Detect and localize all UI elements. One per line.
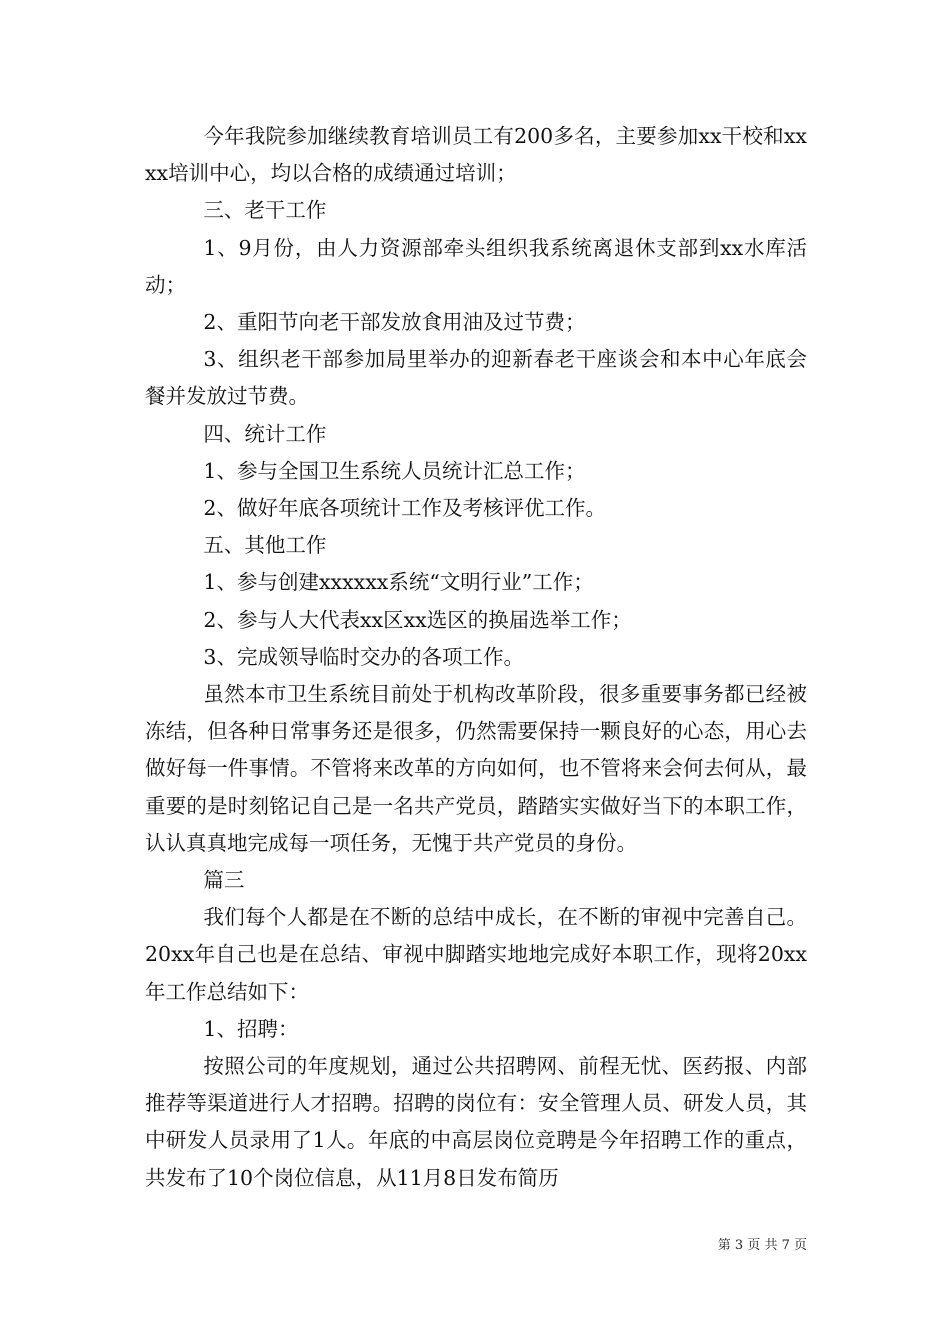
paragraph-other-item-1: 1、参与创建xxxxxx系统“文明行业”工作； bbox=[203, 570, 594, 595]
paragraph-intro-part-three: 我们每个人都是在不断的总结中成长，在不断的审视中完善自己。20xx年自己也是在总结、审视中脚踏实地地完成好本职工作，现将20xx年工作总结如下： bbox=[145, 905, 807, 1004]
paragraph-closing: 虽然本市卫生系统目前处于机构改革阶段，很多重要事务都已经被冻结，但各种日常事务还是很多，仍然需要保持一颗良好的心态，用心去做好每一件事情。不管将来改革的方向如何，也不管将来会何去何从，最重要的是时刻铭记自己是一名共产党员，踏踏实实做好当下的本职工作，认认真真地完成每一项任务，无愧于共产党员的身份。 bbox=[145, 682, 807, 855]
heading-part-three: 篇三 bbox=[203, 868, 245, 893]
paragraph-veteran-item-1: 1、9月份，由人力资源部牵头组织我系统离退休支部到xx水库活动； bbox=[145, 235, 807, 297]
paragraph-recruitment: 按照公司的年度规划，通过公共招聘网、前程无忧、医药报、内部推荐等渠道进行人才招聘。招聘的岗位有：安全管理人员、研发人员，其中研发人员录用了1人。年底的中高层岗位竞聘是今年招聘工作的重点，共发布了10个岗位信息，从11月8日发布简历 bbox=[145, 1054, 807, 1190]
heading-recruitment: 1、招聘： bbox=[203, 1016, 299, 1041]
heading-statistics-work: 四、统计工作 bbox=[203, 421, 327, 446]
heading-other-work: 五、其他工作 bbox=[203, 533, 327, 558]
paragraph-other-item-2: 2、参与人大代表xx区xx选区的换届选举工作； bbox=[203, 607, 632, 632]
paragraph-training: 今年我院参加继续教育培训员工有200多名，主要参加xx干校和xxxx培训中心，均以合格的成绩通过培训； bbox=[145, 124, 807, 186]
paragraph-veteran-item-2: 2、重阳节向老干部发放食用油及过节费； bbox=[203, 310, 586, 335]
paragraph-statistics-item-2: 2、做好年底各项统计工作及考核评优工作。 bbox=[203, 496, 606, 521]
heading-veteran-cadre-work: 三、老干工作 bbox=[203, 198, 327, 223]
page-number-footer: 第 3 页 共 7 页 bbox=[717, 1238, 807, 1253]
document-body bbox=[145, 118, 807, 1197]
paragraph-statistics-item-1: 1、参与全国卫生系统人员统计汇总工作； bbox=[203, 458, 586, 483]
paragraph-other-item-3: 3、完成领导临时交办的各项工作。 bbox=[203, 644, 524, 669]
paragraph-veteran-item-3: 3、组织老干部参加局里举办的迎新春老干座谈会和本中心年底会餐并发放过节费。 bbox=[145, 347, 807, 409]
